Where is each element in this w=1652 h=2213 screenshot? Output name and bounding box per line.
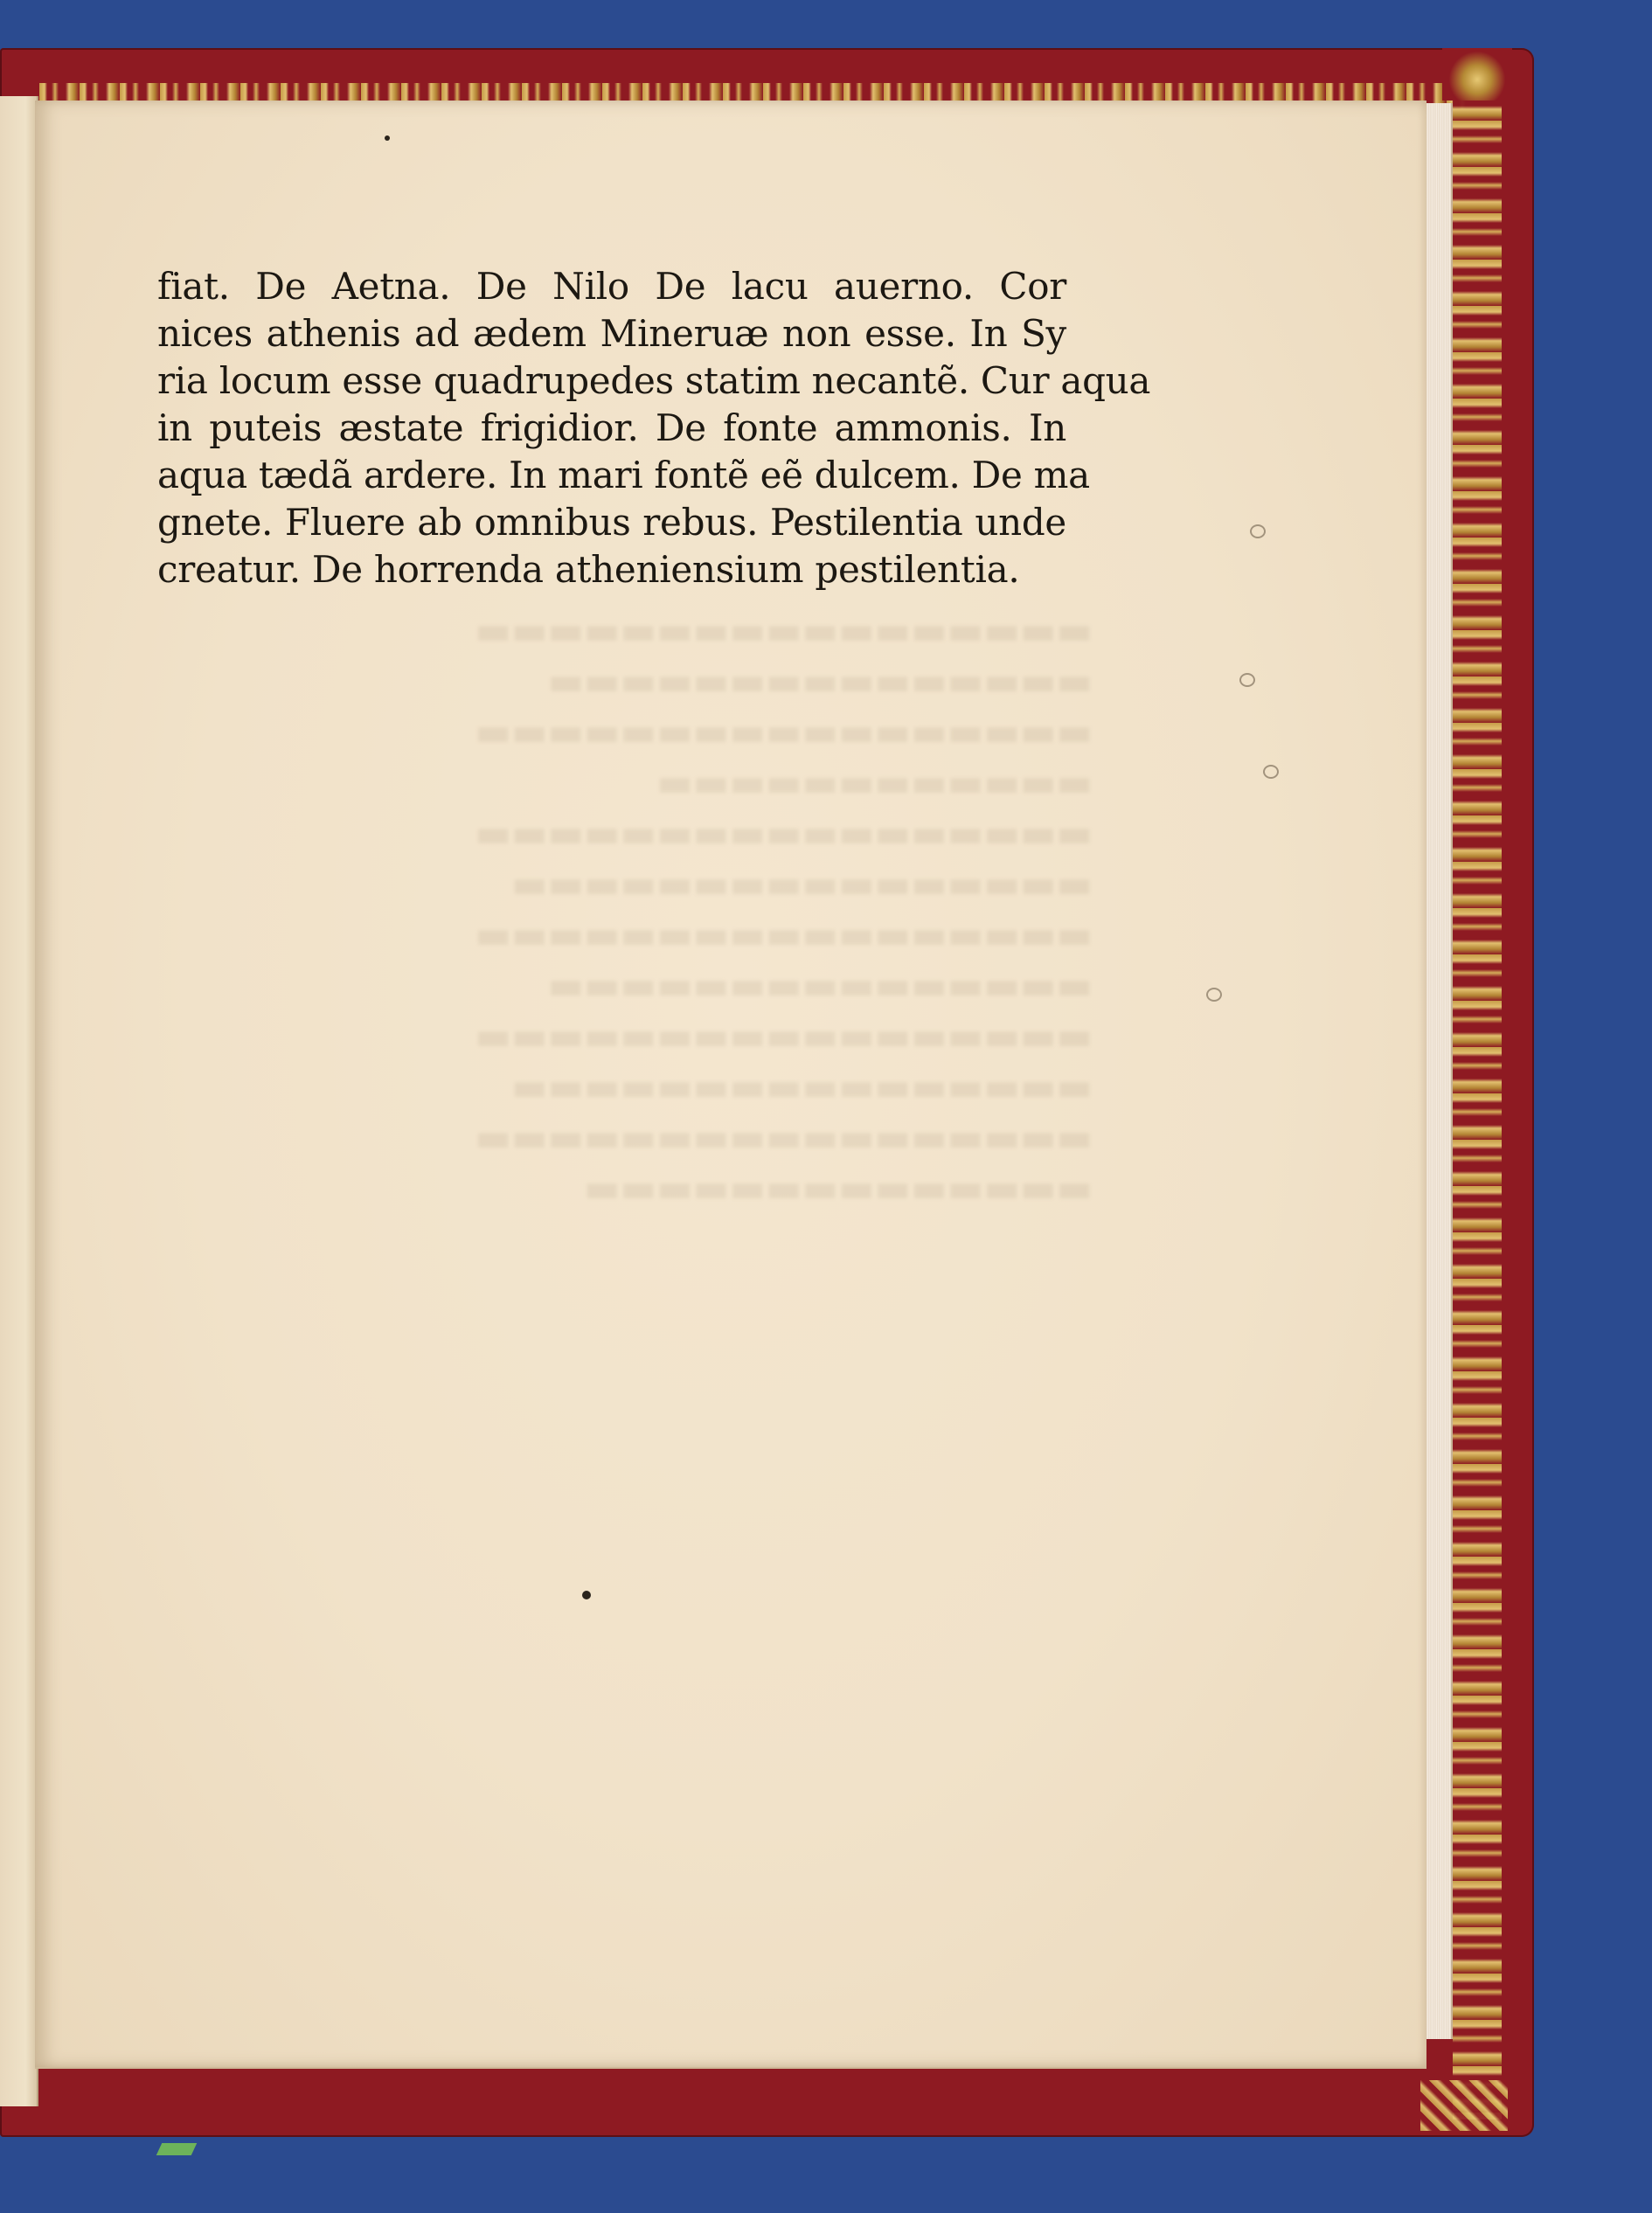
text-line-2: nices athenis ad ædem Mineruæ non esse. In Sy <box>157 312 1066 355</box>
text-line-4: in puteis æstate frigidior. De fonte ammonis. In <box>157 406 1066 449</box>
recto-page <box>35 101 1426 2069</box>
verso-page-edge <box>0 96 38 2106</box>
green-bookmark-tab <box>156 2143 198 2155</box>
ink-speck <box>385 135 390 141</box>
paper-wormhole <box>1239 673 1255 687</box>
printed-text-block <box>157 263 1151 593</box>
text-line-3: ria locum esse quadrupedes statim necantẽ. Cur aqua <box>157 359 1151 402</box>
paper-wormhole <box>1263 765 1279 779</box>
text-line-7: creatur. De horrenda atheniensium pestilentia. <box>157 548 1020 591</box>
text-line-6: gnete. Fluere ab omnibus rebus. Pestilentia unde <box>157 501 1066 544</box>
gold-tooled-border-right <box>1453 74 1502 2119</box>
show-through-ink: ▬▬▬▬▬▬▬▬▬▬▬▬▬▬▬▬▬ ▬▬▬▬▬▬▬▬▬▬▬▬▬▬▬ ▬▬▬▬▬▬▬▬▬▬▬▬▬▬▬▬▬ ▬▬▬▬▬▬▬▬▬▬▬▬ ▬▬▬▬▬▬▬▬▬▬▬▬▬▬▬▬▬ ▬▬▬▬▬▬▬▬▬▬▬▬▬▬▬▬ ▬▬▬▬▬▬▬▬▬▬▬▬▬▬▬▬▬ ▬▬▬▬▬▬▬▬▬▬▬▬▬▬▬ ▬▬▬▬▬▬▬▬▬▬▬▬▬▬▬▬▬ ▬▬▬▬▬▬▬▬▬▬▬▬▬▬▬▬ ▬▬▬▬▬▬▬▬▬▬▬▬▬▬▬▬▬ ▬▬▬▬▬▬▬▬▬▬▬▬▬▬ <box>475 608 1093 1211</box>
text-line-5: aqua tædã ardere. In mari fontẽ eẽ dulcem. De ma <box>157 454 1090 496</box>
gold-tooled-border-bottom <box>1420 2080 1508 2131</box>
paper-wormhole <box>1250 524 1266 538</box>
ink-speck <box>582 1591 591 1599</box>
text-line-1: fiat. De Aetna. De Nilo De lacu auerno. Cor <box>157 265 1066 308</box>
paper-wormhole <box>1206 988 1222 1002</box>
gold-corner-ornament <box>1442 48 1512 101</box>
